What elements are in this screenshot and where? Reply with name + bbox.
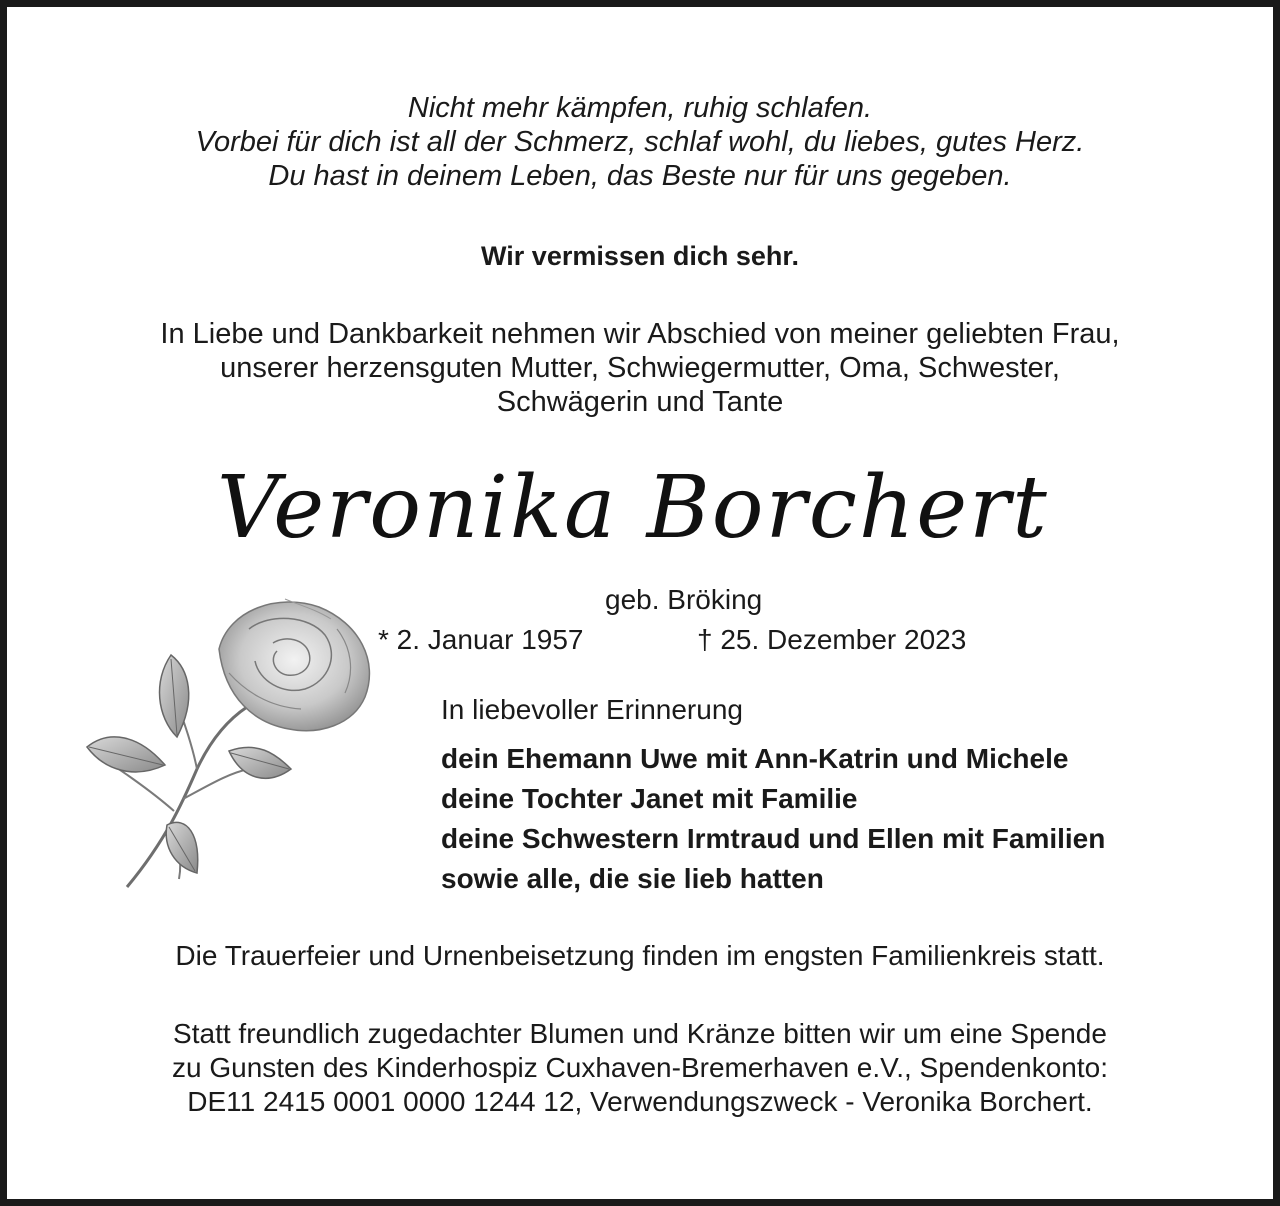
death-date: † 25. Dezember 2023: [697, 624, 967, 655]
family-line: deine Schwestern Irmtraud und Ellen mit Familien: [441, 823, 1106, 854]
deceased-name: Veronika Borchert: [217, 458, 1049, 558]
birth-name: geb. Bröking: [605, 584, 763, 615]
donation-info: [7, 1017, 1273, 1119]
family-line: sowie alle, die sie lieb hatten: [441, 863, 824, 894]
donation-line: Statt freundlich zugedachter Blumen und Kränze bitten wir um eine Spende: [173, 1018, 1107, 1049]
family-line: dein Ehemann Uwe mit Ann-Katrin und Michele: [441, 743, 1069, 774]
intro-line: Schwägerin und Tante: [496, 386, 784, 418]
donation-line: zu Gunsten des Kinderhospiz Cuxhaven-Bremerhaven e.V., Spendenkonto:: [171, 1052, 1108, 1083]
intro-line: In Liebe und Dankbarkeit nehmen wir Abschied von meiner geliebten Frau,: [160, 318, 1120, 350]
verse-line: Vorbei für dich ist all der Schmerz, schlaf wohl, du liebes, gutes Herz.: [195, 126, 1085, 158]
birth-date: * 2. Januar 1957: [378, 624, 584, 655]
miss-line: Wir vermissen dich sehr.: [481, 241, 799, 271]
intro-text: [7, 317, 1273, 419]
ceremony-info: Die Trauerfeier und Urnenbeisetzung finden im engsten Familienkreis statt.: [175, 940, 1105, 971]
rose-icon: [79, 589, 379, 889]
verse: [7, 91, 1273, 193]
donation-line: DE11 2415 0001 0000 1244 12, Verwendungszweck - Veronika Borchert.: [187, 1086, 1093, 1117]
verse-line: Nicht mehr kämpfen, ruhig schlafen.: [407, 92, 873, 124]
verse-line: Du hast in deinem Leben, das Beste nur für uns gegeben.: [268, 160, 1012, 192]
family-line: deine Tochter Janet mit Familie: [441, 783, 858, 814]
memory-line: In liebevoller Erinnerung: [441, 694, 743, 725]
intro-line: unserer herzensguten Mutter, Schwiegermutter, Oma, Schwester,: [220, 352, 1060, 384]
family-list: [441, 739, 1105, 899]
